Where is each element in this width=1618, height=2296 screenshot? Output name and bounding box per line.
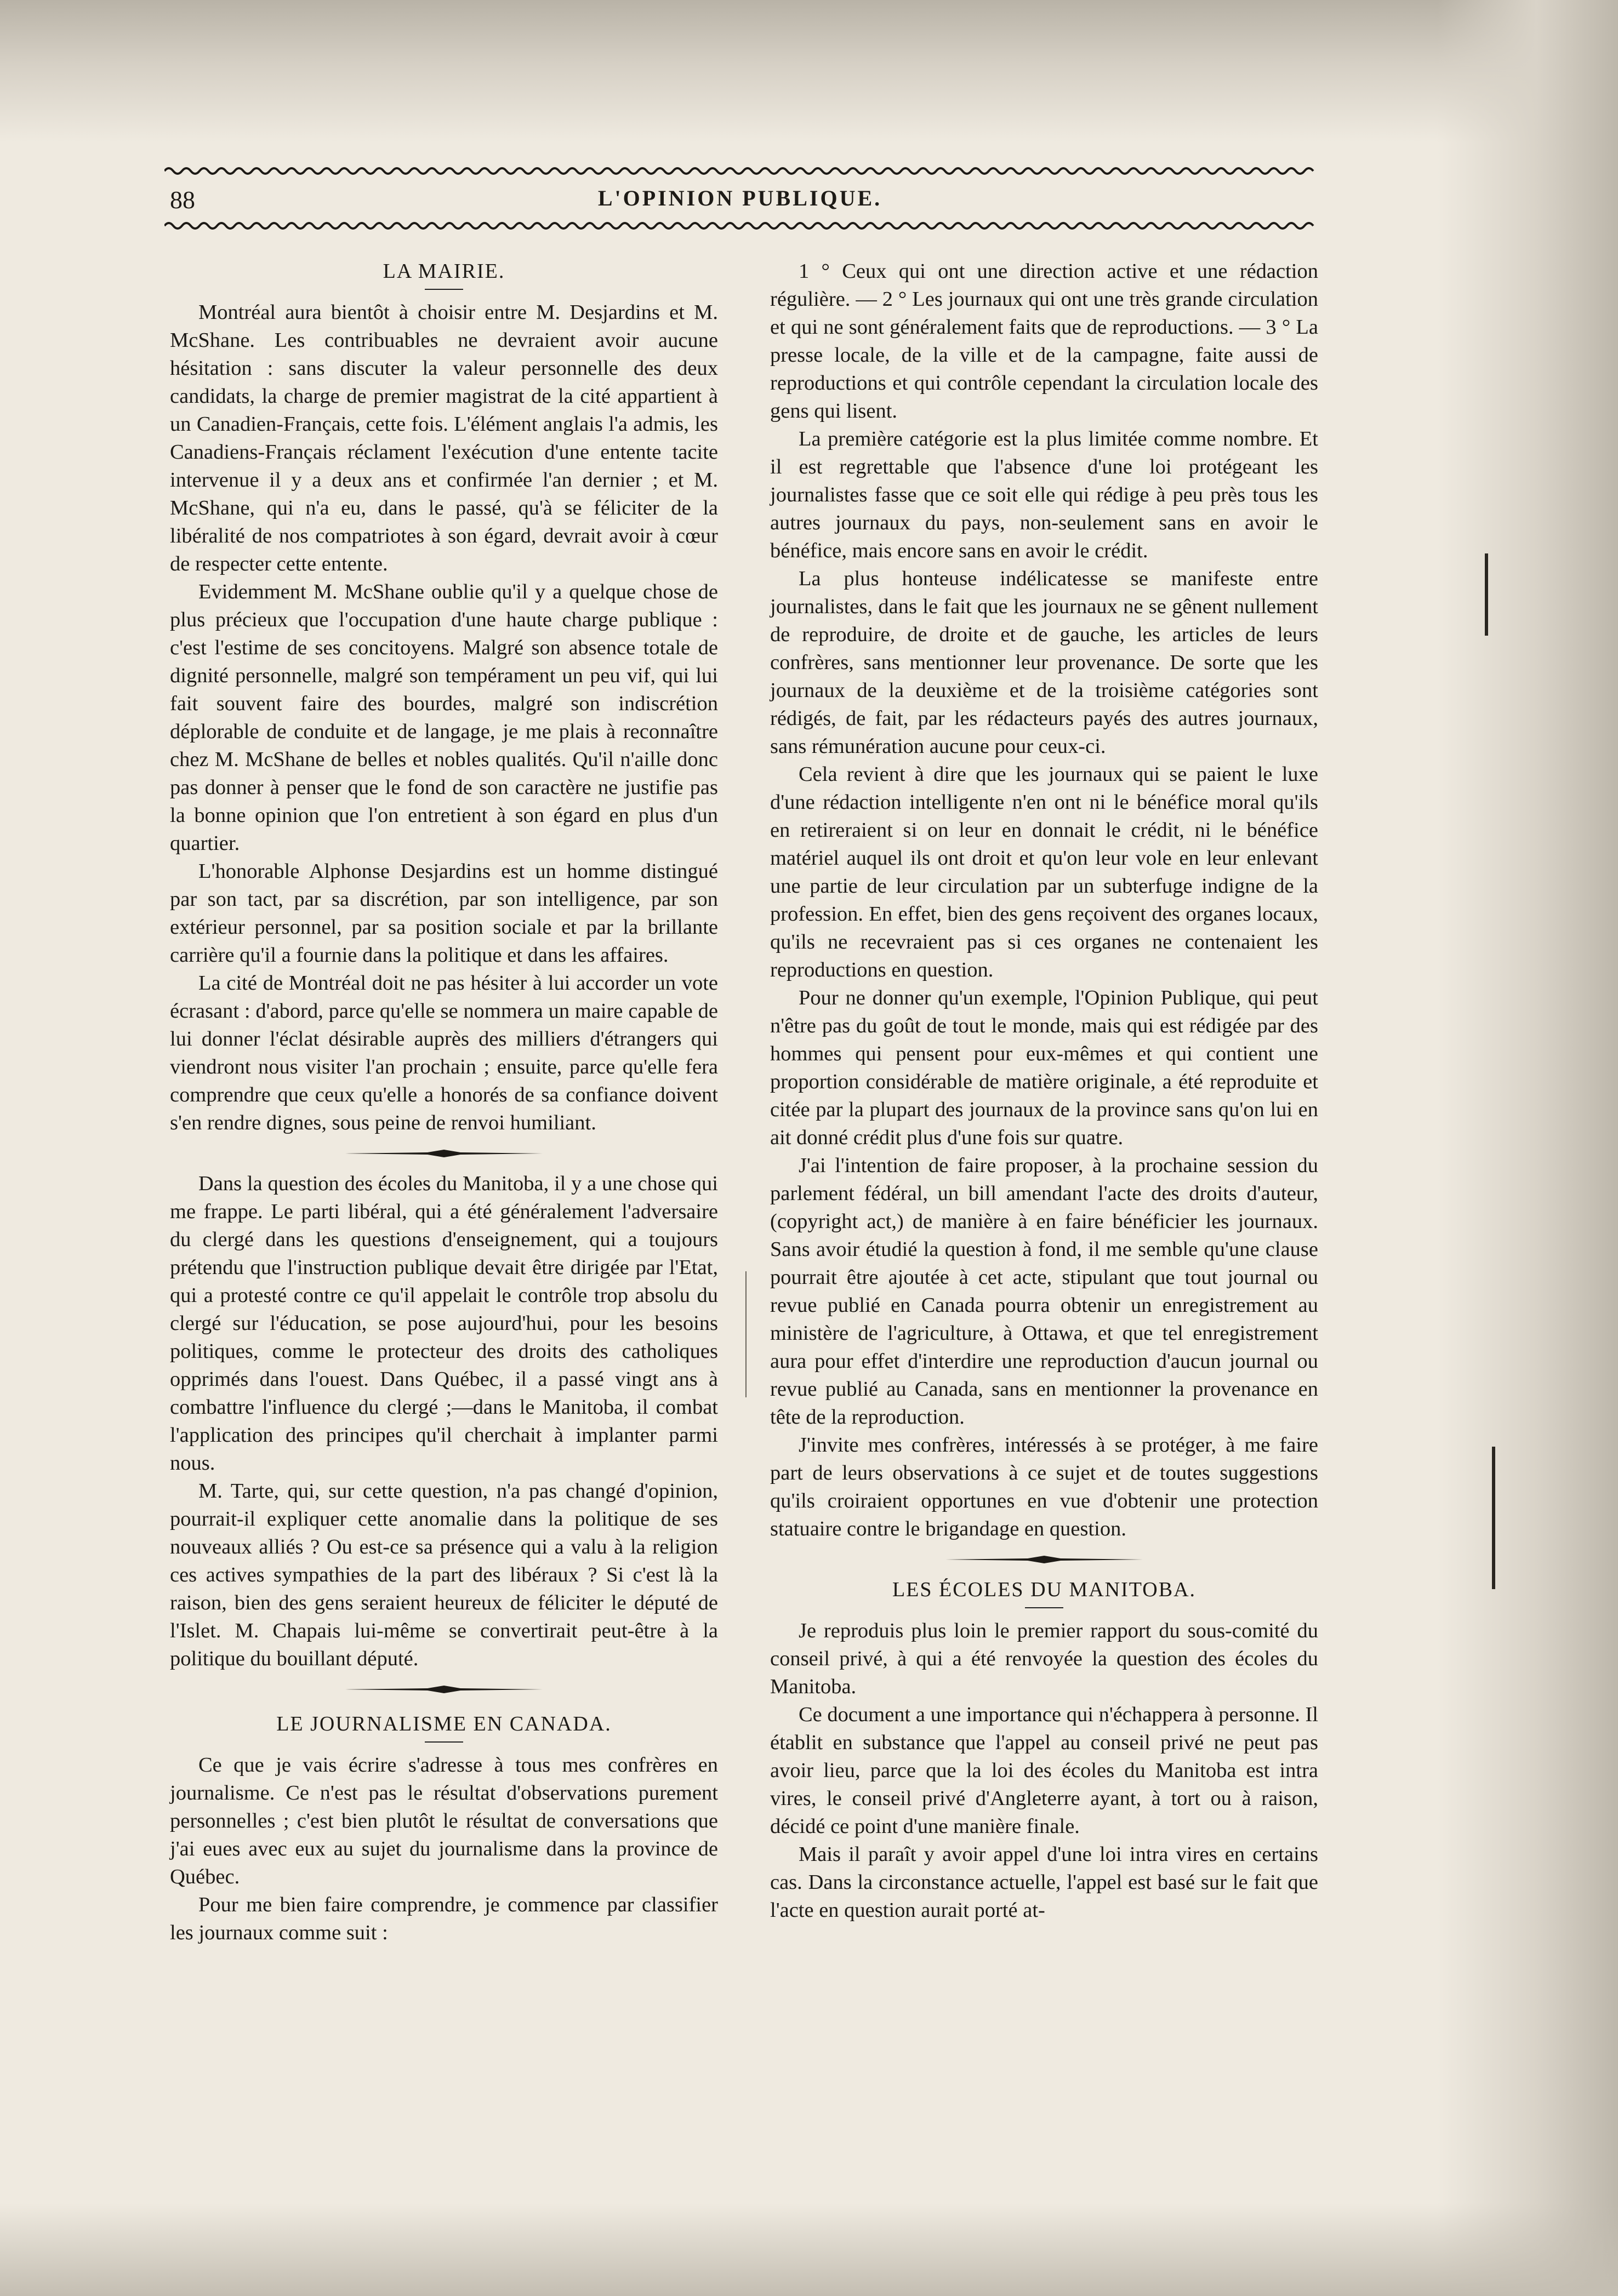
right-column bbox=[770, 258, 1318, 1924]
journalisme-paragraph: La première catégorie est la plus limitée comme nombre. Et il est regrettable que l'absence d'une loi protégeant les journalistes fasse que ce soit elle qui rédige à peu près tous les autres journaux du pays, non-seulement sans en avoir le bénéfice, mais encore sans en avoir le crédit. bbox=[770, 427, 1318, 562]
mairie-paragraph: Montréal aura bientôt à choisir entre M. Desjardins et M. McShane. Les contribuables ne devraient avoir aucune hésitation : sans discuter la valeur personnelle des deux candidats, la charge de premier magistrat de la cité appartient à un Canadien-Français, cette fois. L'élément anglais l'a admis, les Canadiens-Français réclament l'exécution d'une entente tacite intervenue il y a deux ans et confirmée l'an dernier ; et M. McShane, qui n'a eu, dans le passé, qu'à se féliciter de la libéralité de nos compatriotes à son égard, devrait avoir à cœur de respecter cette entente. bbox=[170, 301, 718, 575]
journalisme-paragraph: J'ai l'intention de faire proposer, à la prochaine session du parlement fédéral, un bill amendant l'acte des droits d'auteur, (copyright act,) de manière à en faire bénéficier les journaux. Sans avoir étudié la question à fond, il me semble qu'une clause pourrait être ajoutée à cet acte, stipulant que tout journal ou revue publié en Canada pourra obtenir un enregistrement au ministère de l'agriculture, à Ottawa, et que tel enregistrement aura pour effet d'interdire une reproduction d'aucun journal ou revue publié au Canada, sans en mentionner la provenance en tête de la reproduction. bbox=[770, 1154, 1318, 1429]
mairie-paragraph: Evidemment M. McShane oublie qu'il y a quelque chose de plus précieux que l'occupation d'une haute charge publique : c'est l'estime de ses concitoyens. Malgré son absence totale de dignité personnelle, malgré son tempérament un peu vif, qui lui fait souvent faire des bourdes, malgré son indiscrétion déplorable de conduite et de langage, je me plais à reconnaître chez M. McShane de belles et nobles qualités. Qu'il n'aille donc pas donner à penser que le fond de son caractère ne justifie pas la bonne opinion que l'on entretient à son égard en plus d'un quartier. bbox=[170, 580, 718, 855]
journalisme-heading: LE JOURNALISME EN CANADA. bbox=[276, 1712, 612, 1735]
ecoles-heading: LES ÉCOLES DU MANITOBA. bbox=[892, 1578, 1197, 1601]
journalisme-paragraph: Cela revient à dire que les journaux qui se paient le luxe d'une rédaction intelligente n'en ont ni le bénéfice moral qu'ils en retireraient si on leur en donnait le crédit, ni le bénéfice matériel auquel ils ont droit et qu'on leur vole en leur enlevant une partie de leur circulation par un subterfuge indigne de la profession. En effet, bien des gens reçoivent des organes locaux, qu'ils ne recevraient pas si ces organes ne contenaient les reproductions en question. bbox=[770, 763, 1318, 981]
journalisme-paragraph: J'invite mes confrères, intéressés à se protéger, à me faire part de leurs observations à ce sujet et de toutes suggestions qu'ils croiraient opportunes en vue d'obtenir une protection statuaire contre le brigandage en question. bbox=[770, 1433, 1318, 1540]
mairie-heading: LA MAIRIE. bbox=[383, 260, 505, 283]
column-divider bbox=[745, 1271, 747, 1397]
binding-clip-mark bbox=[1483, 553, 1490, 636]
header-wave-rule bbox=[164, 219, 1315, 232]
running-title: L'OPINION PUBLIQUE. bbox=[597, 186, 882, 210]
section-ornament bbox=[170, 1678, 718, 1700]
heading-rule bbox=[1025, 1607, 1063, 1608]
page-edge-top bbox=[0, 0, 1618, 142]
mairie-paragraph: La cité de Montréal doit ne pas hésiter à lui accorder un vote écrasant : d'abord, parce qu'elle se nommera un maire capable de lui donner l'éclat désirable auprès des milliers d'étrangers qui viendront nous visiter l'an prochain ; ensuite, parce qu'elle fera comprendre que ceux qu'elle a honorés de sa confiance doivent s'en rendre dignes, sous peine de renvoi humiliant. bbox=[170, 972, 718, 1134]
binding-clip-mark bbox=[1490, 1447, 1497, 1589]
top-wave-rule bbox=[164, 164, 1315, 178]
ecoles-paragraph: Je reproduis plus loin le premier rapport du sous-comité du conseil privé, à qui a été renvoyée la question des écoles du Manitoba. bbox=[770, 1619, 1318, 1698]
journalisme-paragraph: 1 ° Ceux qui ont une direction active et une rédaction régulière. — 2 ° Les journaux qui ont une très grande circulation et qui ne sont généralement faits que de reproductions. — 3 ° La presse locale, de la ville et de la campagne, faite aussi de reproductions et qui contrôle cependant la circulation locale des gens qui lisent. bbox=[770, 260, 1318, 422]
page-edge-bottom bbox=[0, 2203, 1618, 2296]
page-header bbox=[164, 185, 1315, 224]
mairie-paragraph: L'honorable Alphonse Desjardins est un homme distingué par son tact, par sa discrétion, par son intelligence, par son extérieur personnel, par sa position sociale et par la brillante carrière qu'il a fournie dans la politique et dans les affaires. bbox=[170, 860, 718, 967]
journalisme-paragraph: La plus honteuse indélicatesse se manifeste entre journalistes, dans le fait que les journaux ne se gênent nullement de reproduire, de droite et de gauche, les articles de leurs confrères, sans mentionner leur provenance. De sorte que les journaux de la deuxième et de la troisième catégories sont rédigés, de fait, par les rédacteurs payés des autres journaux, sans rémunération aucune pour ceux-ci. bbox=[770, 567, 1318, 758]
section-ornament bbox=[770, 1549, 1318, 1570]
page-edge-right bbox=[1437, 0, 1618, 2296]
ecoles-note-paragraph: M. Tarte, qui, sur cette question, n'a pas changé d'opinion, pourrait-il expliquer cette anomalie dans la politique de ses nouveaux alliés ? Ou est-ce sa présence qui a valu à la religion ces actives sympathies de la part des libéraux ? Si c'est là la raison, bien des gens seraient heureux de féliciter le député de l'Islet. M. Chapais lui-même se convertirait peut-être à la politique du bouillant député. bbox=[170, 1480, 718, 1670]
section-ornament bbox=[170, 1143, 718, 1164]
ecoles-paragraph: Ce document a une importance qui n'échappera à personne. Il établit en substance que l'appel au conseil privé ne peut pas avoir lieu, parce que la loi des écoles du Manitoba est intra vires, le conseil privé d'Angleterre ayant, à tort ou à raison, décidé ce point d'une manière finale. bbox=[770, 1703, 1318, 1838]
ecoles-paragraph: Mais il paraît y avoir appel d'une loi intra vires en certains cas. Dans la circonstance actuelle, l'appel est basé sur le fait que l'acte en question aurait porté at- bbox=[770, 1843, 1318, 1922]
journalisme-paragraph: Ce que je vais écrire s'adresse à tous mes confrères en journalisme. Ce n'est pas le résultat d'observations purement personnelles ; c'est bien plutôt le résultat de conversations que j'ai eues avec eux au sujet du journalisme dans la province de Québec. bbox=[170, 1754, 718, 1888]
journalisme-paragraph: Pour ne donner qu'un exemple, l'Opinion Publique, qui peut n'être pas du goût de tout le monde, mais qui est rédigée par des hommes qui pensent pour eux-mêmes et qui contient une proportion considérable de matière originale, a été reproduite et citée par la plupart des journaux de la province sans qu'on lui en ait donné crédit plus d'une fois sur quatre. bbox=[770, 986, 1318, 1149]
journalisme-paragraph: Pour me bien faire comprendre, je commence par classifier les journaux comme suit : bbox=[170, 1893, 718, 1944]
left-column bbox=[170, 258, 718, 1947]
ecoles-note-paragraph: Dans la question des écoles du Manitoba, il y a une chose qui me frappe. Le parti libéral, qui a été généralement l'adversaire du clergé dans les questions d'enseignement, qui a toujours prétendu que l'instruction publique devait être dirigée par l'Etat, qui a protesté contre ce qu'il appelait le contrôle trop absolu du clergé sur l'éducation, se pose aujourd'hui, pour les besoins politiques, comme le protecteur des droits des catholiques opprimés dans l'ouest. Dans Québec, il a passé vingt ans à combattre l'influence du clergé ;—dans le Manitoba, il combat l'application des principes qu'il cherchait à implanter parmi nous. bbox=[170, 1172, 718, 1475]
heading-rule bbox=[425, 289, 463, 290]
page-number: 88 bbox=[170, 186, 195, 214]
heading-rule bbox=[425, 1741, 463, 1743]
